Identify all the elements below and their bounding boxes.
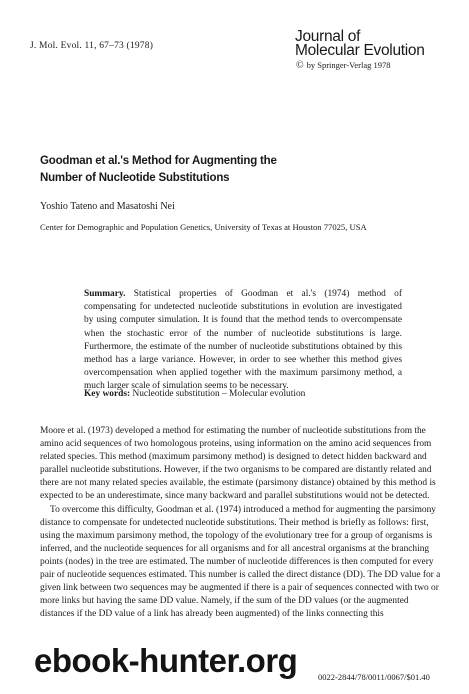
keywords-text: Nucleotide substitution – Molecular evolution [132,389,306,399]
author-affiliation: Center for Demographic and Population Genetics, University of Texas at Houston 77025, USA [40,222,367,232]
journal-name-line-2: Molecular Evolution [295,42,425,59]
article-title [40,153,277,187]
body-text [40,425,442,621]
journal-citation: J. Mol. Evol. 11, 67–73 (1978) [30,41,154,51]
article-title-line-1: Goodman et al.'s Method for Augmenting the [40,155,277,167]
keywords-label: Key words: [84,389,131,399]
article-code: 0022-2844/78/0011/0067/$01.40 [318,672,430,682]
article-authors: Yoshio Tateno and Masatoshi Nei [40,201,175,212]
article-title-line-2: Number of Nucleotide Substitutions [40,172,230,184]
copyright-symbol: © [296,60,304,71]
copyright-text: by Springer-Verlag 1978 [306,60,391,70]
journal-name-line-1: Journal of [295,28,361,45]
summary-text: Statistical properties of Goodman et al.'s (1974) method of compensating for undetected nucleotide substitutions in evolution are investigated by using computer simulation. It is found that the method tends to overcompensate when the stochastic error of the number of nucleotide substitutions is large. Furthermore, the estimate of the number of nucleotide substitutions obtained by this method has a large variance. However, in order to see whether this method gives overcompensation when applied together with the maximum parsimony method, a much larger scale of simulation seems to be necessary. [84,289,402,392]
body-paragraph-1: Moore et al. (1973) developed a method for estimating the number of nucleotide substitutions from the amino acid sequences of two homologous proteins, using information on the amino acid sequences from related species. This method (maximum parsimony method) is designed to detect hidden backward and parallel nucleotide substitutions. However, if the two organisms to be compared are distantly related and there are not many related species available, the estimate (parsimony distance) obtained by this method is expected to be an underestimate, since many backward and parallel substitutions would not be detected. [40,426,436,502]
summary-label: Summary. [84,289,126,299]
keywords [84,389,305,399]
copyright-notice [296,60,390,71]
journal-name [295,30,425,58]
watermark-logo: ebook-hunter.org [34,642,298,679]
summary-abstract [84,288,402,394]
body-paragraph-2: To overcome this difficulty, Goodman et al. (1974) introduced a method for augmenting the parsimony distance to compensate for undetected nucleotide substitutions. Their method is briefly as follows: first, using the maximum parsimony method, the topology of the evolutionary tree for a group of organisms is inferred, and the nucleotide sequences for all organisms and for all ancestral organisms at the branching points (nodes) in the tree are estimated. The number of nucleotide differences is then computed for every pair of nucleotide sequences estimated. This number is called the direct distance (DD). The DD value for a given link between two sequences may be augmented if there is a pair of sequences connected with two or more links but having the same DD value. Namely, if the sum of the DD values (or the augmented distances if the DD value of a link has already been augmented) of the links connecting this [40,504,441,620]
